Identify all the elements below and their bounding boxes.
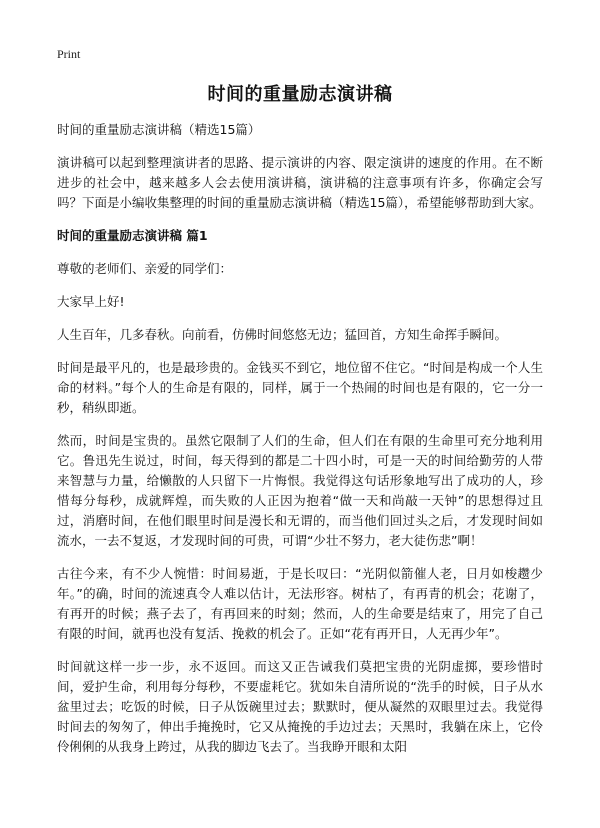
section-heading: 时间的重量励志演讲稿 篇1	[57, 228, 208, 243]
intro-paragraph: 演讲稿可以起到整理演讲者的思路、提示演讲的内容、限定演讲的速度的作用。在不断进步的社会中，越来越多人会去使用演讲稿，演讲稿的注意事项有许多，你确定会写吗？下面是小编收集整理的时间的重量励志演讲稿（精选15篇），希望能够帮助到大家。	[57, 155, 543, 210]
subtitle: 时间的重量励志演讲稿（精选15篇）	[57, 122, 261, 137]
paragraph: 古往今来，有不少人惋惜：时间易逝，于是长叹曰：“光阴似箭催人老，日月如梭趱少年。”的确，时间的流速真令人难以估计，无法形容。树枯了，有再青的机会；花谢了，有再开的时候；燕子去了，有再回来的时刻；然而，人的生命要是结束了，用完了自己有限的时间，就再也没有复活、挽救的机会了。正如“花有再开日，人无再少年”。	[57, 566, 543, 641]
morning-greeting: 大家早上好!	[57, 294, 125, 309]
paragraph: 时间就这样一步一步，永不返回。而这又正告诫我们莫把宝贵的光阴虚掷，要珍惜时间，爱护生命，利用每分每秒，不要虚耗它。犹如朱自清所说的“洗手的时候，日子从水盆里过去；吃饭的时候，日子从饭碗里过去；默默时，便从凝然的双眼里过去。我觉得时间去的匆匆了，伸出手掩挽时，它又从掩挽的手边过去；天黑时，我躺在床上，它伶伶俐俐的从我身上跨过，从我的脚边飞去了。当我睁开眼和太阳	[57, 659, 543, 754]
paragraph: 时间是最平凡的，也是最珍贵的。金钱买不到它，地位留不住它。“时间是构成一个人生命的材料。”每个人的生命是有限的，同样，属于一个热闹的时间也是有限的，它一分一秒，稍纵即逝。	[57, 360, 543, 415]
greeting: 尊敬的老师们、亲爱的同学们：	[57, 261, 233, 276]
print-link[interactable]: Print	[57, 47, 81, 61]
page-title: 时间的重量励志演讲稿	[207, 84, 393, 105]
article-body	[57, 120, 543, 770]
paragraph: 人生百年，几多春秋。向前看，仿佛时间悠悠无边；猛回首，方知生命挥手瞬间。	[57, 327, 508, 342]
paragraph: 然而，时间是宝贵的。虽然它限制了人们的生命，但人们在有限的生命里可充分地利用它。鲁迅先生说过，时间，每天得到的都是二十四小时，可是一天的时间给勤劳的人带来智慧与力量，给懒散的人只留下一片悔恨。我觉得这句话形象地写出了成功的人，珍惜每分每秒，成就辉煌，而失败的人正因为抱着“做一天和尚敲一天钟”的思想得过且过，消磨时间，在他们眼里时间是漫长和无谓的，而当他们回过头之后，才发现时间如流水，一去不复返，才发现时间的可贵，可谓“少壮不努力，老大徒伤悲”啊！	[57, 433, 543, 548]
